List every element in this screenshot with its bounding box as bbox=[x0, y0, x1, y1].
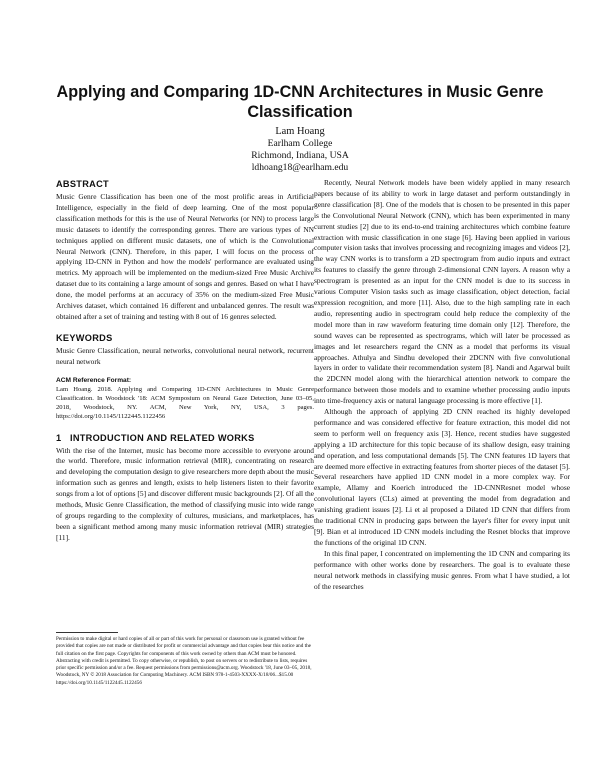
author-affiliation: Earlham College bbox=[267, 138, 333, 149]
abstract-text: Music Genre Classification has been one of the most prolific areas in Artificial Intelligence, especially in the field of deep learning. One of the most popular classification methods for this is the use of Neural Networks (or NN) to process large music datasets to identify the corresponding genres. There are various types of NN techniques applied on different music datasets, one of which is the Convolutional Neural Network (CNN). Therefore, in this paper, I will focus on the process of applying 1D-CNN in Python and how the models' performance are evaluated using metrics. My approach will be implemented on the medium-sized Free Music Archive dataset due to its containing a large amount of songs and genres. Based on what I have done, the model performs at an accuracy of 35% on the medium-sized Free Music Archives dataset, which contained 16 different and unbalanced genres. The result was obtained after a set of training and testing with 8 out of 16 genres selected. bbox=[56, 192, 314, 321]
left-column bbox=[56, 178, 314, 544]
right-paragraph-3: In this final paper, I concentrated on implementing the 1D CNN and comparing its performance with other works done by researchers. The goal is to evaluate these neural network methods in classifying music genres. From what I have studied, a lot of the researches bbox=[314, 548, 570, 591]
reference-format-section bbox=[56, 376, 314, 422]
author-email: ldhoang18@earlham.edu bbox=[251, 162, 349, 173]
right-column bbox=[314, 178, 570, 592]
footnote-rule bbox=[56, 632, 118, 633]
right-paragraph-1: Recently, Neural Network models have been widely applied in many research papers because of its ability to work in large dataset and perform outstandingly in genre classification [8]. One of the models that is chosen to be presented in this paper is the Convolutional Neural Network (CNN), which has been experimented in many current studies [2] due to its end-to-end training architectures which combine feature extraction with music classification in one stage [6]. Having been applied in various computer vision tasks that involves processing and recognizing images and videos [2], the way CNN works is to transform a 2D spectrogram from audio inputs and extract its features to classify the genre through 2-dimensional CNN layers. A reason why a spectrogram is presented as an input for the CNN model is due to its success in various Computer Vision tasks such as image classification, object detection, facial expression recognition, and more [11]. Also, due to the high sampling rate in each audio, representing audio in spectrogram could help reduce the complexity of the model more than in raw waveform featuring time domain only [12]. Therefore, the sound waves can be represented as spectrograms, which will later be processed as images and let researchers regard the CNN as a model that performs its visual approaches. Athulya and Sindhu developed their 2DCNN with five convolutional layers in order to validate their recommendation system [8]. Nandi and Agarwal built the 2DCNN model along with the hierarchical attention network to compare the performance between those models and to examine whether processing audio inputs into time-frequency axis or natural language processing is more effective [1]. bbox=[314, 178, 570, 406]
abstract-section bbox=[56, 178, 314, 323]
keywords-heading: KEYWORDS bbox=[56, 332, 113, 343]
keywords-text: Music Genre Classification, neural networks, convolutional neural network, recurrent neural network bbox=[56, 345, 314, 366]
author-block bbox=[150, 126, 450, 174]
reference-format-label: ACM Reference Format: bbox=[56, 376, 132, 384]
introduction-paragraph: With the rise of the Internet, music has become more accessible to everyone around the world. Therefore, music information retrieval (MIR), concentrating on research and developing the computation design to give researchers more depth about the music information such as genres and length, exists to help listeners listen to their favorite songs from a lot of options [5] and discover different music backgrounds [2]. Of all the methods, Music Genre Classification, the method of classifying music into wide range of groups regarding to the complexity of cultures, musicians, and marketplaces, has been a significant method among many music information retrieval (MIR) strategies [11]. bbox=[56, 445, 314, 542]
author-name: Lam Hoang bbox=[275, 126, 325, 137]
copyright-text: Permission to make digital or hard copies of all or part of this work for personal or classroom use is granted without fee provided that copies are not made or distributed for profit or commercial advantage and that copies bear this notice and the full citation on the first page. Copyrights for components of this work owned by others than ACM must be honored. Abstracting with credit is permitted. To copy otherwise, or republish, to post on servers or to redistribute to lists, requires prior specific permission and/or a fee. Request permissions from permissions@acm.org. Woodstock '18, June 03–05, 2018, Woodstock, NY © 2018 Association for Computing Machinery. ACM ISBN 978-1-4503-XXXX-X/18/06...$15.00 https://doi.org/10.1145/1122445.1122456 bbox=[56, 636, 312, 686]
paper-title: Applying and Comparing 1D-CNN Architectures in Music Genre Classification bbox=[56, 83, 544, 121]
introduction-section bbox=[56, 432, 314, 544]
right-paragraph-2: Although the approach of applying 2D CNN reached its highly developed performance and was considered effective for feature extraction, this model did not seem to perform well on frequency axis [3]. Hence, recent studies have suggested applying a 1D architecture for this topic because of its shallow design, easy training and operation, and less computational demands [5]. The CNN features 1D layers that are deemed more effective in extracting features from shorter pieces of the dataset [5]. Several researchers have applied 1D CNN model in a more complex way. For example, Allamy and Koerich introduced the 1D-CNNResnet model whose convolutional layers (CLs) aimed at preventing the model from degradation and vanishing gradient issues [2]. Li et al proposed a Dilated 1D CNN that differs from the traditional CNN in producing gaps between the layer's filter for every input unit [9]. Bian et al introduced 1D CNN models including the Resnet blocks that improve the functions of the original 1D CNN. bbox=[314, 407, 570, 547]
reference-format-text: Lam Hoang. 2018. Applying and Comparing 1D-CNN Architectures in Music Genre Classification. In Woodstock '18: ACM Symposium on Neural Gaze Detection, June 03–05, 2018, Woodstock, NY. ACM, New York, NY, USA, 3 pages. https://doi.org/10.1145/1122445.1122456 bbox=[56, 385, 314, 421]
introduction-heading: 1 INTRODUCTION AND RELATED WORKS bbox=[56, 432, 255, 443]
author-location: Richmond, Indiana, USA bbox=[251, 150, 349, 161]
abstract-heading: ABSTRACT bbox=[56, 179, 109, 189]
keywords-section bbox=[56, 332, 314, 368]
copyright-block bbox=[56, 632, 314, 687]
